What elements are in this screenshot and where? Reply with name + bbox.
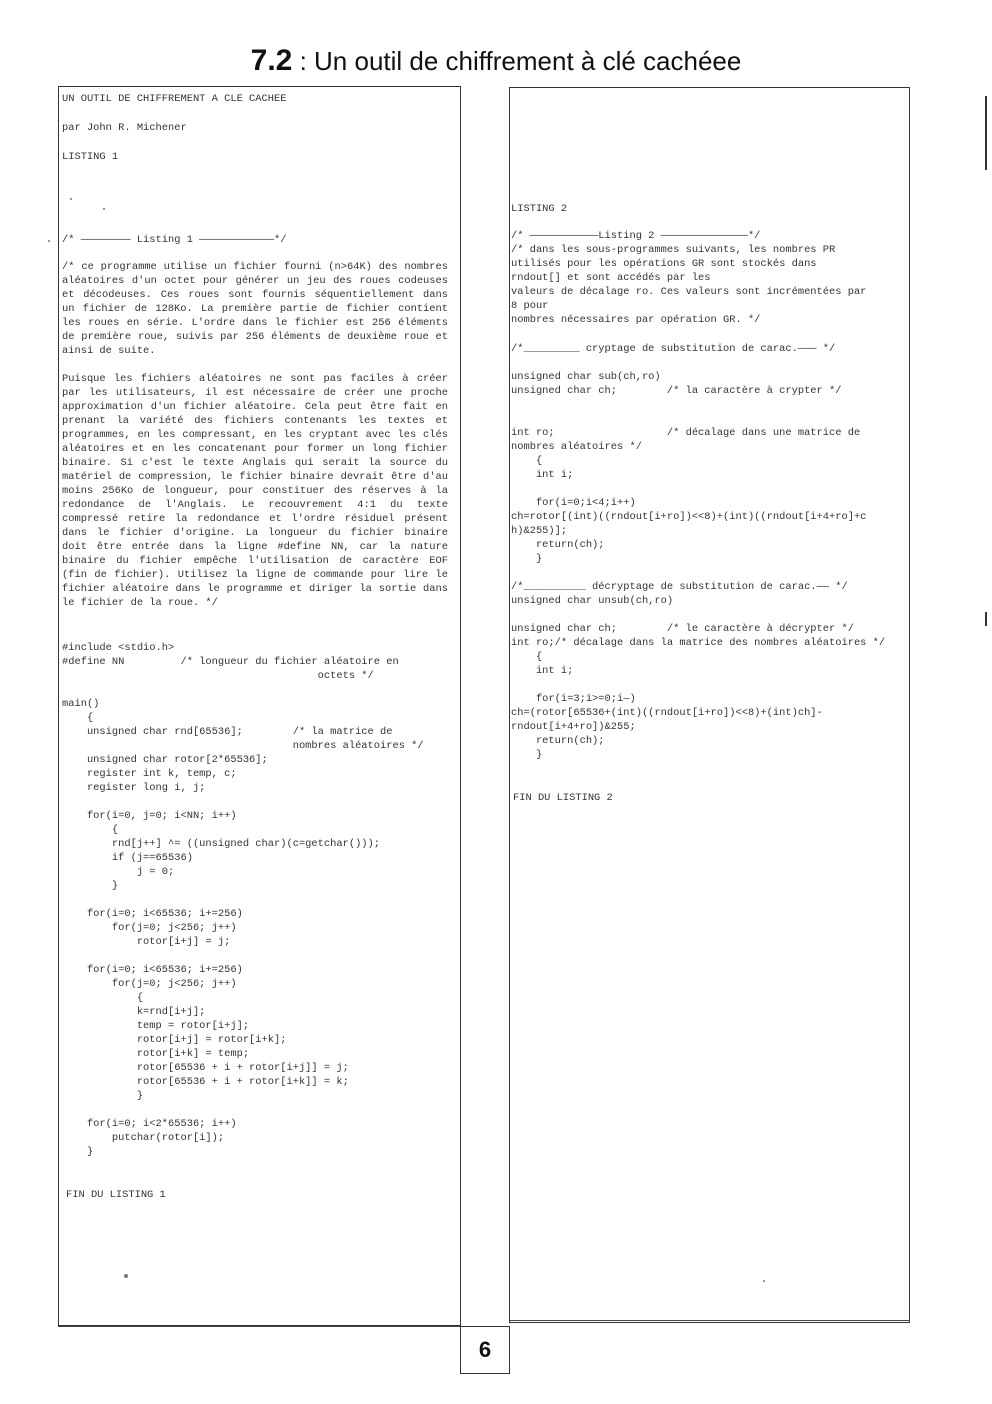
- bottom-rule-left: [58, 1326, 460, 1327]
- article-heading: UN OUTIL DE CHIFFREMENT A CLE CACHEE: [62, 93, 287, 105]
- section-title: Un outil de chiffrement à clé cachéee: [314, 46, 742, 76]
- scan-edge-mark: [985, 612, 987, 626]
- bottom-rule-right: [510, 1320, 910, 1321]
- listing-2-end-label: FIN DU LISTING 2: [513, 792, 613, 804]
- page-title: [0, 44, 992, 78]
- listing-1-paragraph-1: /* ce programme utilise un fichier fourni (n>64K) des nombres aléatoires d'un octet pour générer un jeu des roues codeuses et décodeuses. Ces roues sont fournis séquentiellement dans un fichier de 128Ko. La première partie de fichier contient les roues en série. L'ordre dans le fichier est 256 éléments de première roue, suivis par 256 éléments de deuxième roue et ainsi de suite.: [62, 261, 448, 357]
- page-number: 6: [460, 1326, 510, 1374]
- title-separator: :: [292, 46, 315, 76]
- author-line: par John R. Michener: [62, 122, 187, 134]
- scan-speck: [103, 208, 105, 210]
- section-number: 7.2: [250, 44, 293, 77]
- listing-2-label: LISTING 2: [511, 203, 568, 215]
- listing-1-code: #include <stdio.h> #define NN /* longueur du fichier aléatoire en octets */ main() { unsigned char rnd[65536]; /* la matrice de nombres aléatoires */ unsigned char rotor[2*65536]; register int k, temp, c; register long i, j; for(i=0, j=0; i<NN; i++) { rnd[j++] ^= ((unsigned char)(c=getchar())); if (j==65536) j = 0; } for(i=0; i<65536; i+=256) for(j=0; j<256; j++) rotor[i+j] = j; for(i=0; i<65536; i+=256) for(j=0; j<256; j++) { k=rnd[i+j]; temp = rotor[i+j]; rotor[i+j] = rotor[i+k]; rotor[i+k] = temp; rotor[65536 + i + rotor[i+j]] = j; rotor[65536 + i + rotor[i+k]] = k; } for(i=0; i<2*65536; i++) putchar(rotor[i]); }: [62, 642, 424, 1158]
- scan-speck: [70, 198, 72, 200]
- listing-1-marker: /* ———————— Listing 1 ————————————*/: [62, 234, 287, 246]
- listing-1-label: LISTING 1: [62, 151, 119, 163]
- listing-2-unsub-function: /*__________ décryptage de substitution de carac.—— */ unsigned char unsub(ch,ro) unsigned char ch; /* le caractère à décrypter */ int ro;/* décalage dans la matrice des nombres aléatoires */ { int i; for(i=3;i>=0;i—) ch=(rotor[65536+(int)((rndout[i+ro])<<8)+(int)ch]- rndout[i+4+ro])&255; return(ch); }: [511, 581, 886, 761]
- listing-2-sub-function: /*_________ cryptage de substitution de carac.——— */ unsigned char sub(ch,ro) unsigned char ch; /* la caractère à crypter */ int ro; /* décalage dans une matrice de nombres aléatoires */ { int i; for(i=0;i<4;i++) ch=rotor[(int)((rndout[i+ro])<<8)+(int)((rndout[i+4+ro]+c h)&255)]; return(ch); }: [511, 343, 867, 565]
- listing-2-header-comment: /* ———————————Listing 2 ——————————————*/ /* dans les sous-programmes suivants, les nombres PR utilisés pour les opérations GR sont stockés dans rndout[] et sont accédés par les valeurs de décalage ro. Ces valeurs sont incrémentées par 8 pour nombres nécessaires par opération GR. */: [511, 230, 867, 326]
- scan-speck: [763, 1280, 765, 1282]
- scan-edge-mark: [985, 96, 987, 170]
- listing-1-end-label: FIN DU LISTING 1: [66, 1189, 166, 1201]
- scan-speck: [48, 240, 50, 242]
- scan-speck: [124, 1274, 128, 1278]
- listing-1-paragraph-2: Puisque les fichiers aléatoires ne sont pas faciles à créer par les utilisateurs, il est nécessaire de créer une proche approximation d'un fichier aléatoire. Cela peut être fait en prenant la variété des fichiers contenants les textes et programmes, en les compressant, en les cryptant avec les clés aléatoires et en les concatenant pour former un long fichier binaire. Si c'est le texte Anglais qui serait la source du matériel de compression, le fichier binaire devrait être d'au moins 256Ko de longueur, pour constituer des réserves à la redondance de l'Anglais. Le recouvrement 4:1 du texte compressé retire la redondance et l'ordre résiduel présent dans le fichier d'origine. La longueur du fichier binaire doit être entrée dans la ligne #define NN, car la nature binaire du fichier empêche l'utilisation de caractère EOF (fin de fichier). Utilisez la ligne de commande pour lire le fichier aléatoire dans le programme et diriger la sortie dans le fichier de la roue. */: [62, 373, 448, 609]
